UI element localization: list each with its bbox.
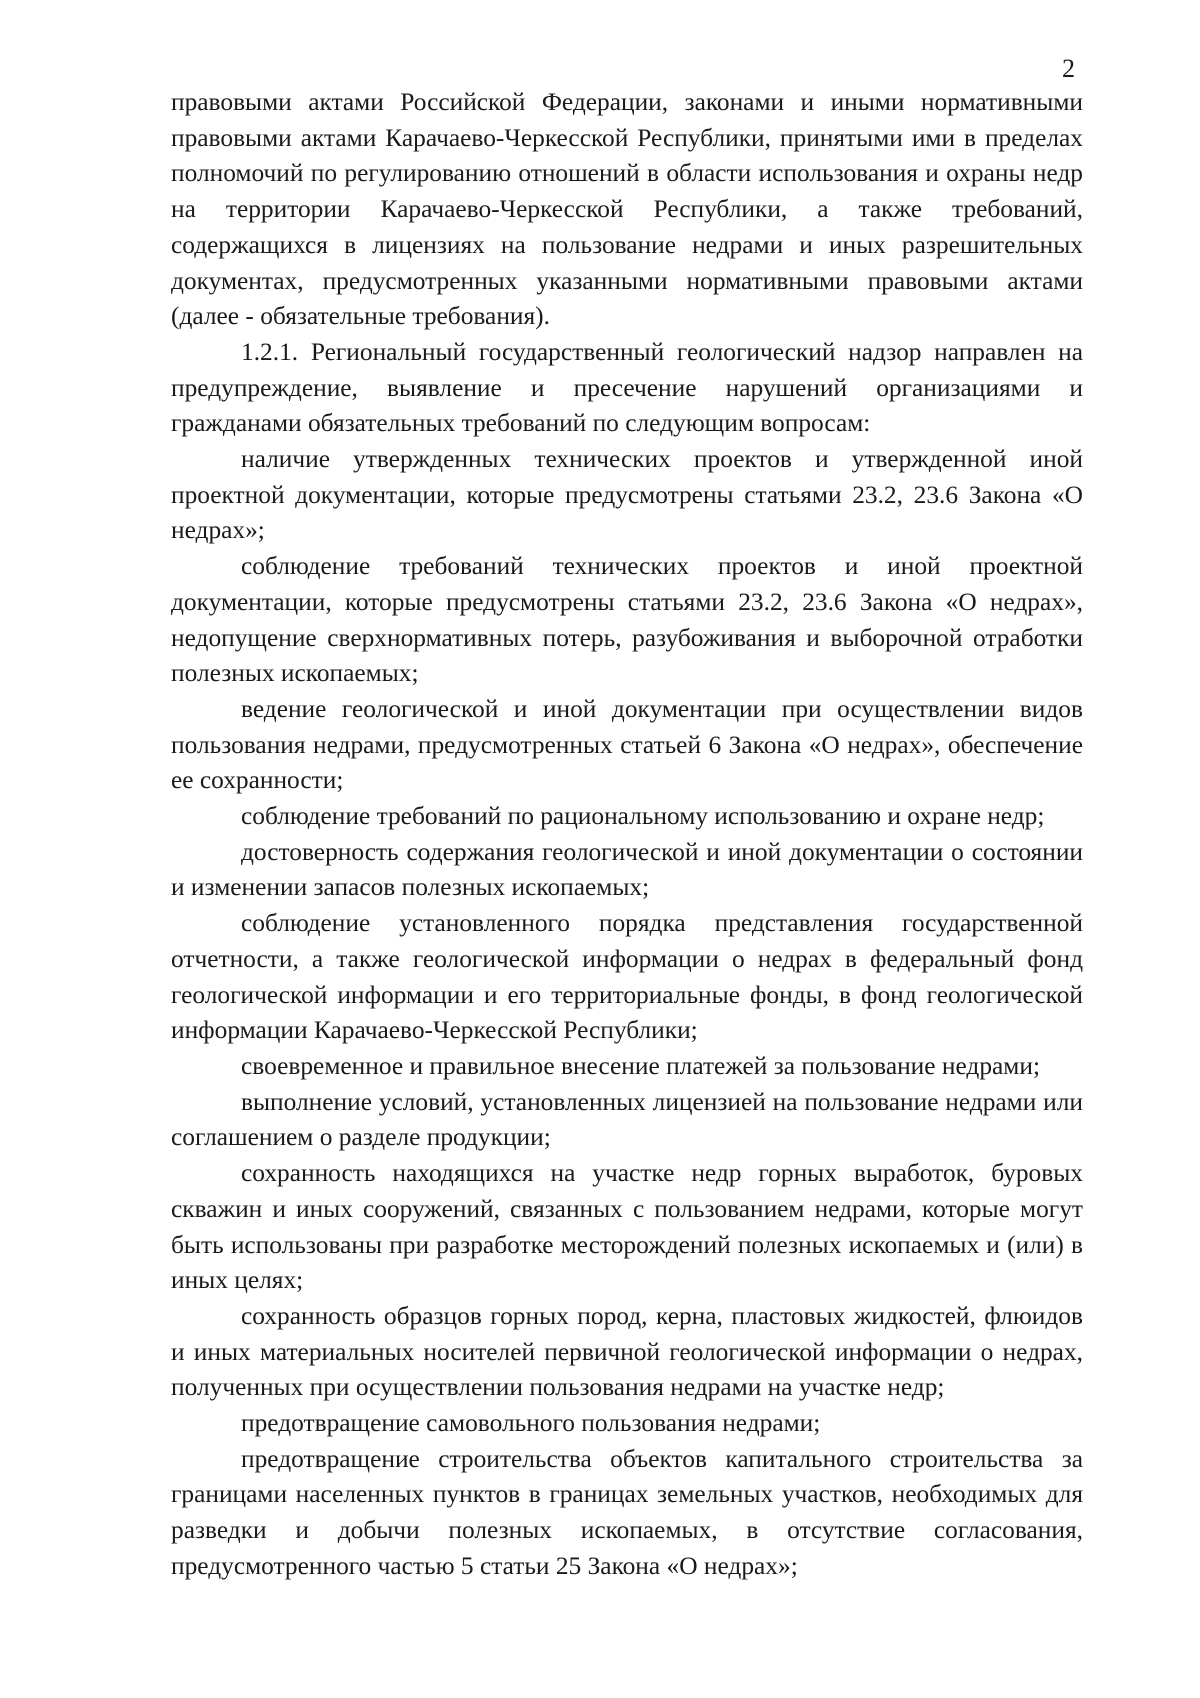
list-item: соблюдение требований по рациональному использованию и охране недр; <box>241 802 1045 831</box>
list-item: ведение геологической и иной документации при осуществлении видов пользования недрами, предусмотренных статьей 6 Закона «О недрах», обеспечение ее сохранности; <box>171 694 1083 795</box>
list-item: сохранность находящихся на участке недр горных выработок, буровых скважин и иных сооружений, связанных с пользованием недрами, которые могут быть использованы при разработке месторождений полезных ископаемых и (или) в иных целях; <box>171 1159 1083 1295</box>
list-item: своевременное и правильное внесение платежей за пользование недрами; <box>241 1051 1040 1080</box>
paragraph: правовыми актами Российской Федерации, законами и иными нормативными правовыми актами Карачаево-Черкесской Республики, принятыми ими в пределах полномочий по регулированию отношений в области использования и охраны недр на территории Карачаево-Черкесской Республики, а также требований, содержащихся в лицензиях на пользование недрами и иных разрешительных документах, предусмотренных указанными нормативными правовыми актами (далее - обязательные требования). <box>171 88 1083 331</box>
page-number: 2 <box>1062 54 1075 83</box>
list-item: предотвращение самовольного пользования недрами; <box>241 1409 821 1438</box>
list-item: выполнение условий, установленных лицензией на пользование недрами или соглашением о разделе продукции; <box>171 1087 1083 1152</box>
list-item: соблюдение установленного порядка представления государственной отчетности, а также геологической информации о недрах в федеральный фонд геологической информации и его территориальные фонды, в фонд геологической информации Карачаево-Черкесской Республики; <box>171 909 1083 1045</box>
document-body <box>171 85 1083 1585</box>
paragraph: 1.2.1. Региональный государственный геологический надзор направлен на предупреждение, выявление и пресечение нарушений организациями и гражданами обязательных требований по следующим вопросам: <box>171 337 1083 438</box>
list-item: наличие утвержденных технических проектов и утвержденной иной проектной документации, которые предусмотрены статьями 23.2, 23.6 Закона «О недрах»; <box>171 445 1083 545</box>
list-item: соблюдение требований технических проектов и иной проектной документации, которые предусмотрены статьями 23.2, 23.6 Закона «О недрах», недопущение сверхнормативных потерь, разубоживания и выборочной отработки полезных ископаемых; <box>171 552 1083 688</box>
list-item: достоверность содержания геологической и иной документации о состоянии и изменении запасов полезных ископаемых; <box>171 837 1083 902</box>
list-item: предотвращение строительства объектов капитального строительства за границами населенных пунктов в границах земельных участков, необходимых для разведки и добычи полезных ископаемых, в отсутствие согласования, предусмотренного частью 5 статьи 25 Закона «О недрах»; <box>171 1444 1083 1580</box>
list-item: сохранность образцов горных пород, керна, пластовых жидкостей, флюидов и иных материальных носителей первичной геологической информации о недрах, полученных при осуществлении пользования недрами на участке недр; <box>171 1301 1083 1402</box>
